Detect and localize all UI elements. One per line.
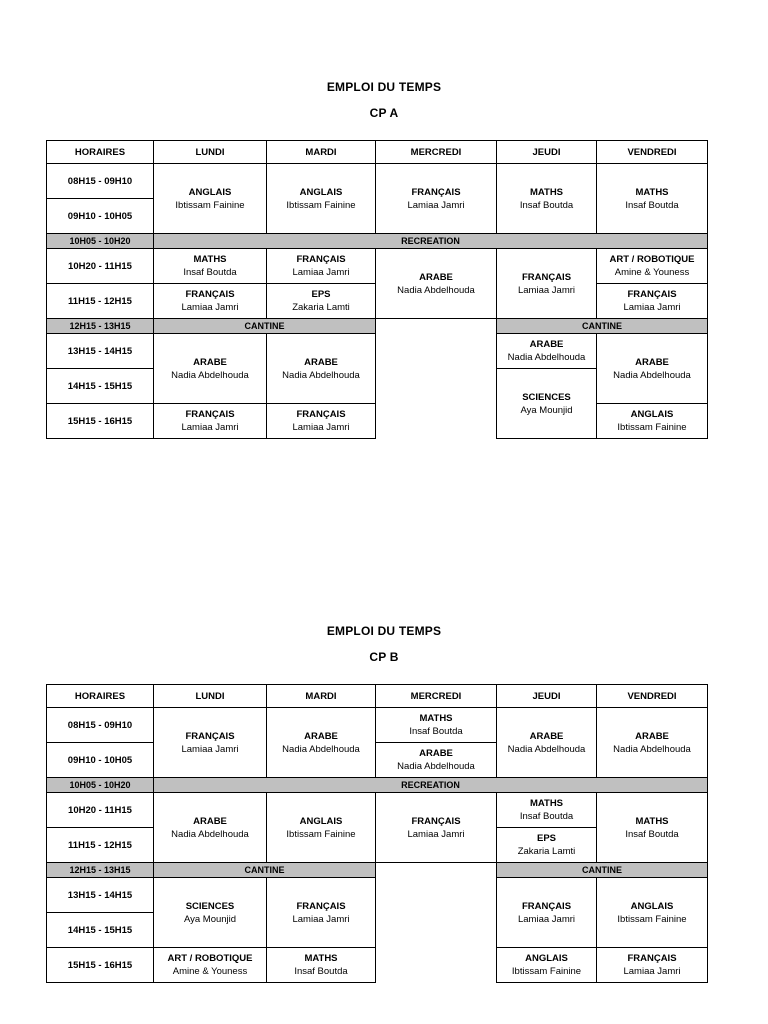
teacher: Lamiaa Jamri	[517, 913, 576, 925]
teacher: Insaf Boutda	[519, 811, 574, 822]
lesson-cell	[597, 164, 708, 234]
lesson-cell	[497, 708, 597, 778]
subject: MATHS	[304, 953, 338, 964]
teacher: Nadia Abdelhouda	[171, 369, 249, 381]
subject: MATHS	[635, 186, 669, 198]
lesson-cell	[267, 249, 376, 284]
subject: FRANÇAIS	[627, 289, 677, 300]
lesson-cell	[154, 164, 267, 234]
subject: MATHS	[419, 713, 453, 724]
time-slot: 11H15 - 12H15	[47, 284, 154, 319]
header-vendredi: VENDREDI	[597, 141, 708, 164]
time-row	[47, 249, 708, 284]
teacher: Lamiaa Jamri	[181, 743, 239, 755]
recreation-band: RECREATION	[154, 778, 708, 793]
teacher: Lamiaa Jamri	[623, 302, 681, 313]
schedule-title: EMPLOI DU TEMPS	[326, 624, 442, 638]
time-slot: 14H15 - 15H15	[47, 913, 154, 948]
cantine-band: CANTINE	[154, 863, 376, 878]
subject: ANGLAIS	[188, 186, 232, 198]
cantine-row	[47, 863, 708, 878]
subject: ANGLAIS	[630, 409, 674, 420]
teacher: Ibtissam Fainine	[286, 828, 356, 840]
recreation-band: RECREATION	[154, 234, 708, 249]
subject: ARABE	[419, 748, 453, 759]
subject: ANGLAIS	[630, 900, 674, 912]
cantine-band: CANTINE	[497, 863, 708, 878]
time-slot: 11H15 - 12H15	[47, 828, 154, 863]
teacher: Insaf Boutda	[409, 726, 463, 737]
subject: FRANÇAIS	[185, 289, 235, 300]
teacher: Insaf Boutda	[183, 267, 237, 278]
time-row	[47, 793, 708, 828]
lesson-cell	[497, 948, 597, 983]
subject: ART / ROBOTIQUE	[609, 254, 695, 265]
lesson-cell	[597, 793, 708, 863]
lesson-cell	[154, 793, 267, 863]
lesson-cell	[154, 404, 267, 439]
subject: ARABE	[529, 339, 564, 350]
lesson-cell	[497, 334, 597, 369]
lesson-cell	[597, 878, 708, 948]
teacher: Aya Mounjid	[183, 913, 237, 925]
subject: EPS	[536, 833, 556, 844]
schedule-title: EMPLOI DU TEMPS	[326, 80, 442, 94]
time-slot: 10H20 - 11H15	[47, 793, 154, 828]
subject: FRANÇAIS	[411, 815, 461, 827]
teacher: Lamiaa Jamri	[292, 422, 350, 433]
subject: FRANÇAIS	[411, 186, 461, 198]
lesson-cell	[154, 708, 267, 778]
subject: ART / ROBOTIQUE	[167, 953, 253, 964]
subject: FRANÇAIS	[521, 900, 572, 912]
header-mardi: MARDI	[267, 685, 376, 708]
time-slot: 09H10 - 10H05	[47, 199, 154, 234]
teacher: Amine & Youness	[172, 966, 248, 977]
header-horaires: HORAIRES	[47, 141, 154, 164]
lesson-cell	[597, 708, 708, 778]
lesson-cell	[154, 249, 267, 284]
teacher: Nadia Abdelhouda	[397, 761, 475, 772]
subject: SCIENCES	[522, 391, 571, 403]
time-slot: 14H15 - 15H15	[47, 369, 154, 404]
header-lundi: LUNDI	[154, 685, 267, 708]
empty-cell	[376, 319, 497, 439]
lesson-cell	[497, 793, 597, 828]
lesson-cell	[497, 878, 597, 948]
subject: ARABE	[304, 356, 338, 368]
subject: FRANÇAIS	[627, 953, 677, 964]
lesson-cell	[267, 284, 376, 319]
subject: MATHS	[635, 815, 669, 827]
teacher: Nadia Abdelhouda	[507, 743, 586, 755]
teacher: Aya Mounjid	[520, 404, 573, 416]
teacher: Ibtissam Fainine	[286, 199, 356, 211]
lesson-cell	[497, 164, 597, 234]
lesson-cell	[154, 948, 267, 983]
teacher: Lamiaa Jamri	[181, 422, 239, 433]
lesson-cell	[597, 249, 708, 284]
teacher: Ibtissam Fainine	[617, 913, 687, 925]
time-slot: 12H15 - 13H15	[47, 319, 154, 334]
lesson-cell	[376, 743, 497, 778]
lesson-cell	[597, 284, 708, 319]
subject: FRANÇAIS	[296, 900, 346, 912]
header-mercredi: MERCREDI	[376, 141, 497, 164]
teacher: Lamiaa Jamri	[292, 267, 350, 278]
subject: MATHS	[529, 186, 564, 198]
lesson-cell	[376, 164, 497, 234]
time-slot: 10H05 - 10H20	[47, 778, 154, 793]
time-row	[47, 164, 708, 199]
teacher: Insaf Boutda	[519, 199, 574, 211]
teacher: Amine & Youness	[614, 267, 690, 278]
teacher: Lamiaa Jamri	[181, 302, 239, 313]
teacher: Nadia Abdelhouda	[507, 352, 586, 363]
header-lundi: LUNDI	[154, 141, 267, 164]
lesson-cell	[497, 828, 597, 863]
header-jeudi: JEUDI	[497, 685, 597, 708]
teacher: Nadia Abdelhouda	[613, 369, 691, 381]
header-mardi: MARDI	[267, 141, 376, 164]
class-name: CP B	[369, 650, 399, 664]
time-row	[47, 708, 708, 743]
class-name: CP A	[369, 106, 399, 120]
lesson-cell	[267, 334, 376, 404]
time-slot: 10H20 - 11H15	[47, 249, 154, 284]
teacher: Insaf Boutda	[625, 199, 679, 211]
lesson-cell	[267, 948, 376, 983]
lesson-cell	[154, 334, 267, 404]
subject: ANGLAIS	[525, 953, 568, 964]
recreation-row	[47, 778, 708, 793]
time-slot: 12H15 - 13H15	[47, 863, 154, 878]
lesson-cell	[597, 404, 708, 439]
subject: FRANÇAIS	[296, 254, 346, 265]
subject: MATHS	[529, 798, 564, 809]
teacher: Lamiaa Jamri	[407, 199, 465, 211]
teacher: Lamiaa Jamri	[407, 828, 465, 840]
subject: FRANÇAIS	[185, 409, 235, 420]
timetable	[46, 140, 708, 439]
teacher: Nadia Abdelhouda	[282, 743, 360, 755]
subject: ARABE	[419, 271, 453, 283]
teacher: Ibtissam Fainine	[511, 966, 582, 977]
header-mercredi: MERCREDI	[376, 685, 497, 708]
time-slot: 08H15 - 09H10	[47, 708, 154, 743]
subject: ARABE	[635, 356, 669, 368]
lesson-cell	[376, 708, 497, 743]
teacher: Nadia Abdelhouda	[613, 743, 691, 755]
teacher: Insaf Boutda	[294, 966, 348, 977]
teacher: Nadia Abdelhouda	[171, 828, 249, 840]
lesson-cell	[376, 249, 497, 319]
teacher: Ibtissam Fainine	[617, 422, 687, 433]
time-slot: 08H15 - 09H10	[47, 164, 154, 199]
lesson-cell	[597, 948, 708, 983]
lesson-cell	[267, 708, 376, 778]
teacher: Nadia Abdelhouda	[282, 369, 360, 381]
subject: ARABE	[635, 730, 669, 742]
lesson-cell	[267, 793, 376, 863]
lesson-cell	[267, 164, 376, 234]
time-slot: 09H10 - 10H05	[47, 743, 154, 778]
time-slot: 15H15 - 16H15	[47, 948, 154, 983]
lesson-cell	[376, 793, 497, 863]
cantine-row	[47, 319, 708, 334]
subject: FRANÇAIS	[521, 271, 572, 283]
teacher: Lamiaa Jamri	[623, 966, 681, 977]
time-slot: 15H15 - 16H15	[47, 404, 154, 439]
lesson-cell	[597, 334, 708, 404]
subject: ARABE	[304, 730, 338, 742]
subject: MATHS	[193, 254, 227, 265]
timetable	[46, 684, 708, 983]
subject: FRANÇAIS	[296, 409, 346, 420]
subject: ANGLAIS	[299, 186, 343, 198]
subject: ARABE	[529, 730, 564, 742]
cantine-band: CANTINE	[497, 319, 708, 334]
empty-cell	[376, 863, 497, 983]
teacher: Zakaria Lamti	[292, 302, 350, 313]
header-jeudi: JEUDI	[497, 141, 597, 164]
subject: ARABE	[193, 356, 227, 368]
recreation-row	[47, 234, 708, 249]
teacher: Ibtissam Fainine	[175, 199, 245, 211]
lesson-cell	[497, 249, 597, 319]
lesson-cell	[267, 404, 376, 439]
time-slot: 13H15 - 14H15	[47, 334, 154, 369]
cantine-band: CANTINE	[154, 319, 376, 334]
subject: ANGLAIS	[299, 815, 343, 827]
time-slot: 13H15 - 14H15	[47, 878, 154, 913]
subject: EPS	[311, 289, 331, 300]
lesson-cell	[497, 369, 597, 439]
lesson-cell	[154, 878, 267, 948]
subject: FRANÇAIS	[185, 730, 235, 742]
teacher: Lamiaa Jamri	[517, 284, 576, 296]
header-vendredi: VENDREDI	[597, 685, 708, 708]
teacher: Lamiaa Jamri	[292, 913, 350, 925]
teacher: Insaf Boutda	[625, 828, 679, 840]
teacher: Zakaria Lamti	[517, 846, 576, 857]
subject: SCIENCES	[185, 900, 235, 912]
lesson-cell	[154, 284, 267, 319]
subject: ARABE	[193, 815, 227, 827]
lesson-cell	[267, 878, 376, 948]
time-slot: 10H05 - 10H20	[47, 234, 154, 249]
teacher: Nadia Abdelhouda	[397, 284, 475, 296]
header-horaires: HORAIRES	[47, 685, 154, 708]
header-row	[47, 685, 708, 708]
header-row	[47, 141, 708, 164]
